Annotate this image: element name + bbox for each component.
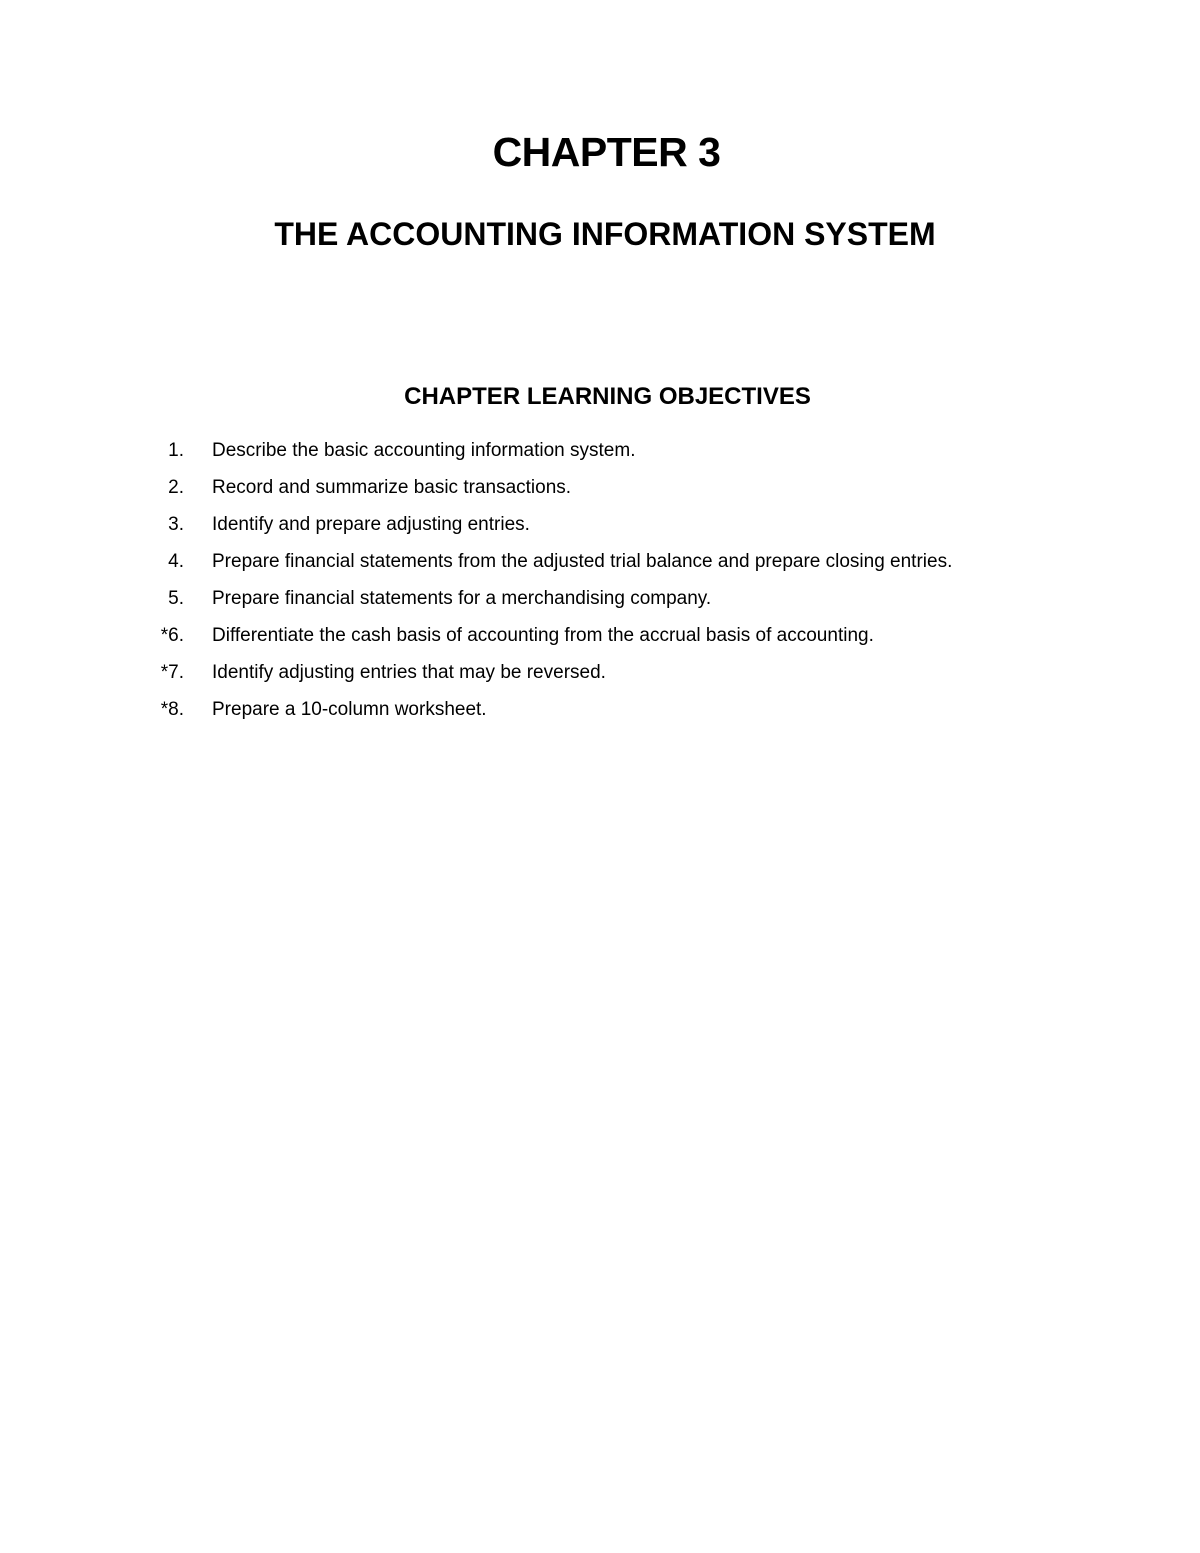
objective-item	[0, 509, 1200, 546]
objective-text: Describe the basic accounting information system.	[212, 440, 636, 461]
objective-item	[0, 583, 1200, 620]
objective-text: Identify and prepare adjusting entries.	[212, 514, 530, 535]
objective-text: Prepare financial statements for a merchandising company.	[212, 588, 712, 609]
objective-number: *8.	[160, 699, 184, 720]
objectives-heading: CHAPTER LEARNING OBJECTIVES	[404, 383, 811, 410]
objective-number: 5.	[168, 588, 184, 609]
objective-number: *7.	[160, 662, 184, 683]
objective-item	[0, 694, 1200, 731]
objective-text: Record and summarize basic transactions.	[212, 477, 572, 498]
objective-number: 4.	[168, 551, 184, 572]
objective-number: 1.	[168, 440, 184, 461]
objective-item	[0, 620, 1200, 657]
objective-text: Prepare financial statements from the adjusted trial balance and prepare closing entries.	[212, 551, 953, 572]
objective-number: 2.	[168, 477, 184, 498]
objective-item	[0, 657, 1200, 694]
chapter-number: CHAPTER 3	[492, 129, 721, 175]
objective-item	[0, 435, 1200, 472]
objective-text: Identify adjusting entries that may be reversed.	[212, 662, 606, 683]
objective-item	[0, 472, 1200, 509]
objective-number: 3.	[168, 514, 184, 535]
objective-number: *6.	[160, 625, 184, 646]
objective-text: Differentiate the cash basis of accounting from the accrual basis of accounting.	[212, 625, 874, 646]
objectives-list	[0, 435, 1200, 731]
objective-text: Prepare a 10-column worksheet.	[212, 699, 487, 720]
objective-item	[0, 546, 1200, 583]
chapter-title: THE ACCOUNTING INFORMATION SYSTEM	[274, 216, 936, 252]
